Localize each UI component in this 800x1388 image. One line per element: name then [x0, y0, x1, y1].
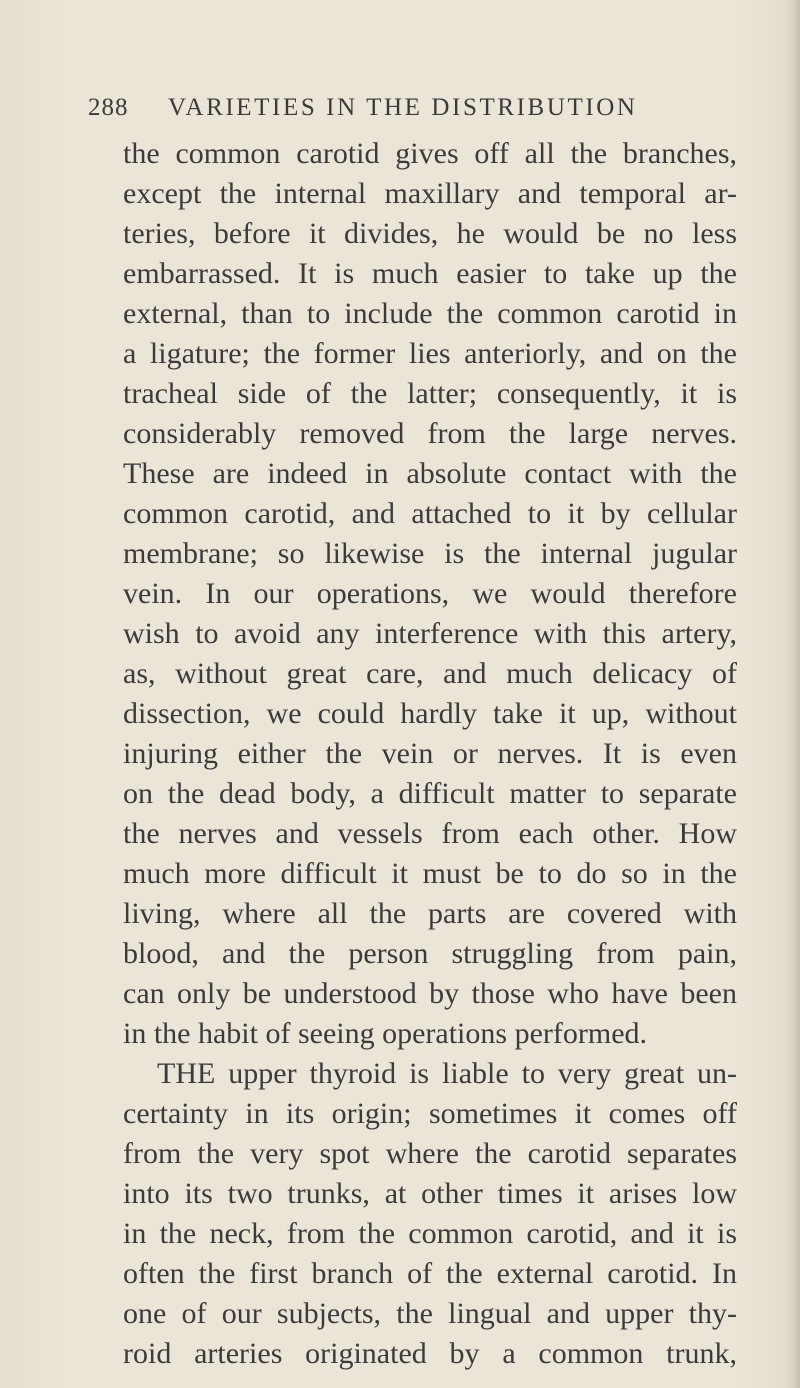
text-line: in the neck, from the common carotid, and it is [123, 1217, 737, 1250]
text-line: certainty in its origin; sometimes it comes off [123, 1097, 737, 1130]
text-line: one of our subjects, the lingual and upper thy- [123, 1297, 737, 1330]
text-line: embarrassed. It is much easier to take up the [123, 257, 737, 290]
text-line: common carotid, and attached to it by cellular [123, 497, 737, 530]
running-head: VARIETIES IN THE DISTRIBUTION [168, 94, 638, 121]
text-line: These are indeed in absolute contact with the [123, 457, 737, 490]
text-line: considerably removed from the large nerves. [123, 417, 737, 450]
text-line: membrane; so likewise is the internal jugular [123, 537, 737, 570]
text-line: living, where all the parts are covered with [123, 897, 737, 930]
text-line: injuring either the vein or nerves. It is even [123, 737, 737, 770]
text-line: except the internal maxillary and temporal ar- [123, 177, 737, 210]
text-line: tracheal side of the latter; consequently, it is [123, 377, 737, 410]
text-line: into its two trunks, at other times it arises low [123, 1177, 737, 1210]
text-line: as, without great care, and much delicacy of [123, 657, 737, 690]
text-line: on the dead body, a difficult matter to separate [123, 777, 737, 810]
text-line: the common carotid gives off all the branches, [123, 137, 737, 170]
page-header [88, 94, 728, 134]
text-line-paragraph-start: THE upper thyroid is liable to very great un- [157, 1057, 737, 1090]
text-line: wish to avoid any interference with this artery, [123, 617, 737, 650]
text-line: from the very spot where the carotid separates [123, 1137, 737, 1170]
text-line: vein. In our operations, we would therefore [123, 577, 737, 610]
page-number: 288 [88, 94, 129, 121]
text-line: blood, and the person struggling from pain, [123, 937, 737, 970]
page-edge-shadow [786, 0, 800, 1388]
text-line: external, than to include the common carotid in [123, 297, 737, 330]
text-line: dissection, we could hardly take it up, without [123, 697, 737, 730]
text-line: much more difficult it must be to do so in the [123, 857, 737, 890]
text-line: roid arteries originated by a common trunk, [123, 1337, 737, 1370]
text-line: can only be understood by those who have been [123, 977, 737, 1010]
text-line: the nerves and vessels from each other. How [123, 817, 737, 850]
text-line-paragraph-end: in the habit of seeing operations performed. [123, 1017, 648, 1050]
text-line: often the first branch of the external carotid. In [123, 1257, 737, 1290]
text-line: teries, before it divides, he would be no less [123, 217, 737, 250]
text-line: a ligature; the former lies anteriorly, and on the [123, 337, 737, 370]
